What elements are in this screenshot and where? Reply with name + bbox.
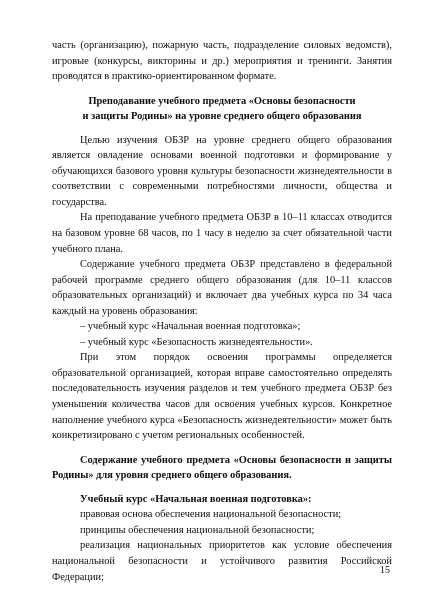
intro-paragraph: часть (организацию), пожарную часть, подразделение силовых ведомств), игровые (конкурсы, викторины и др.) мероприятия и тренинги. Занятия проводятся в практико-ориентированном формате.	[52, 40, 392, 83]
course-item-1: правовая основа обеспечения национальной безопасности;	[80, 509, 342, 521]
body-paragraph-hours: На преподавание учебного предмета ОБЗР в 10–11 классах отводится на базовом уровне 68 часов, по 1 часу в неделю за счет обязательной части учебного плана.	[52, 212, 392, 255]
course-item-2: принципы обеспечения национальной безопасности;	[80, 524, 315, 536]
section-heading-line-2: и защиты Родины» на уровне среднего общего образования	[82, 111, 362, 123]
list-item-course-1: – учебный курс «Начальная военная подготовка»;	[80, 321, 301, 333]
body-paragraph-order: При этом порядок освоения программы определяется образовательной организацией, которая вправе самостоятельно определять последовательность изучения разделов и тем учебного предмета ОБЗР без уменьшения количества часов для освоения учебных курсов. Конкретное наполнение учебного курса «Безопасность жизнедеятельности» может быть конкретизировано с учетом региональных особенностей.	[52, 352, 392, 442]
section-heading-line-1: Преподавание учебного предмета «Основы безопасности	[88, 95, 356, 107]
body-paragraph-goal: Целью изучения ОБЗР на уровне среднего общего образования является овладение основами военной подготовки и формирование у обучающихся базового уровня культуры безопасности жизнедеятельности в соответствии с современными потребностями личности, общества и государства.	[52, 134, 392, 208]
page-content	[52, 38, 392, 585]
course-title: Учебный курс «Начальная военная подготовка»:	[80, 493, 312, 505]
course-item-3: реализация национальных приоритетов как условие обеспечения национальной безопасности и устойчивого развития Российской Федерации;	[52, 540, 392, 583]
page-number: 15	[380, 565, 390, 576]
body-paragraph-content: Содержание учебного предмета ОБЗР представлено в федеральной рабочей программе среднего общего образования (для 10–11 классов образовательных организаций) и включает два учебных курса по 34 часа каждый на уровень образования:	[52, 259, 392, 317]
content-heading: Содержание учебного предмета «Основы безопасности и защиты Родины» для уровня среднего общего образования.	[52, 454, 392, 482]
list-item-course-2: – учебный курс «Безопасность жизнедеятельности».	[80, 336, 313, 348]
section-heading	[52, 94, 392, 125]
